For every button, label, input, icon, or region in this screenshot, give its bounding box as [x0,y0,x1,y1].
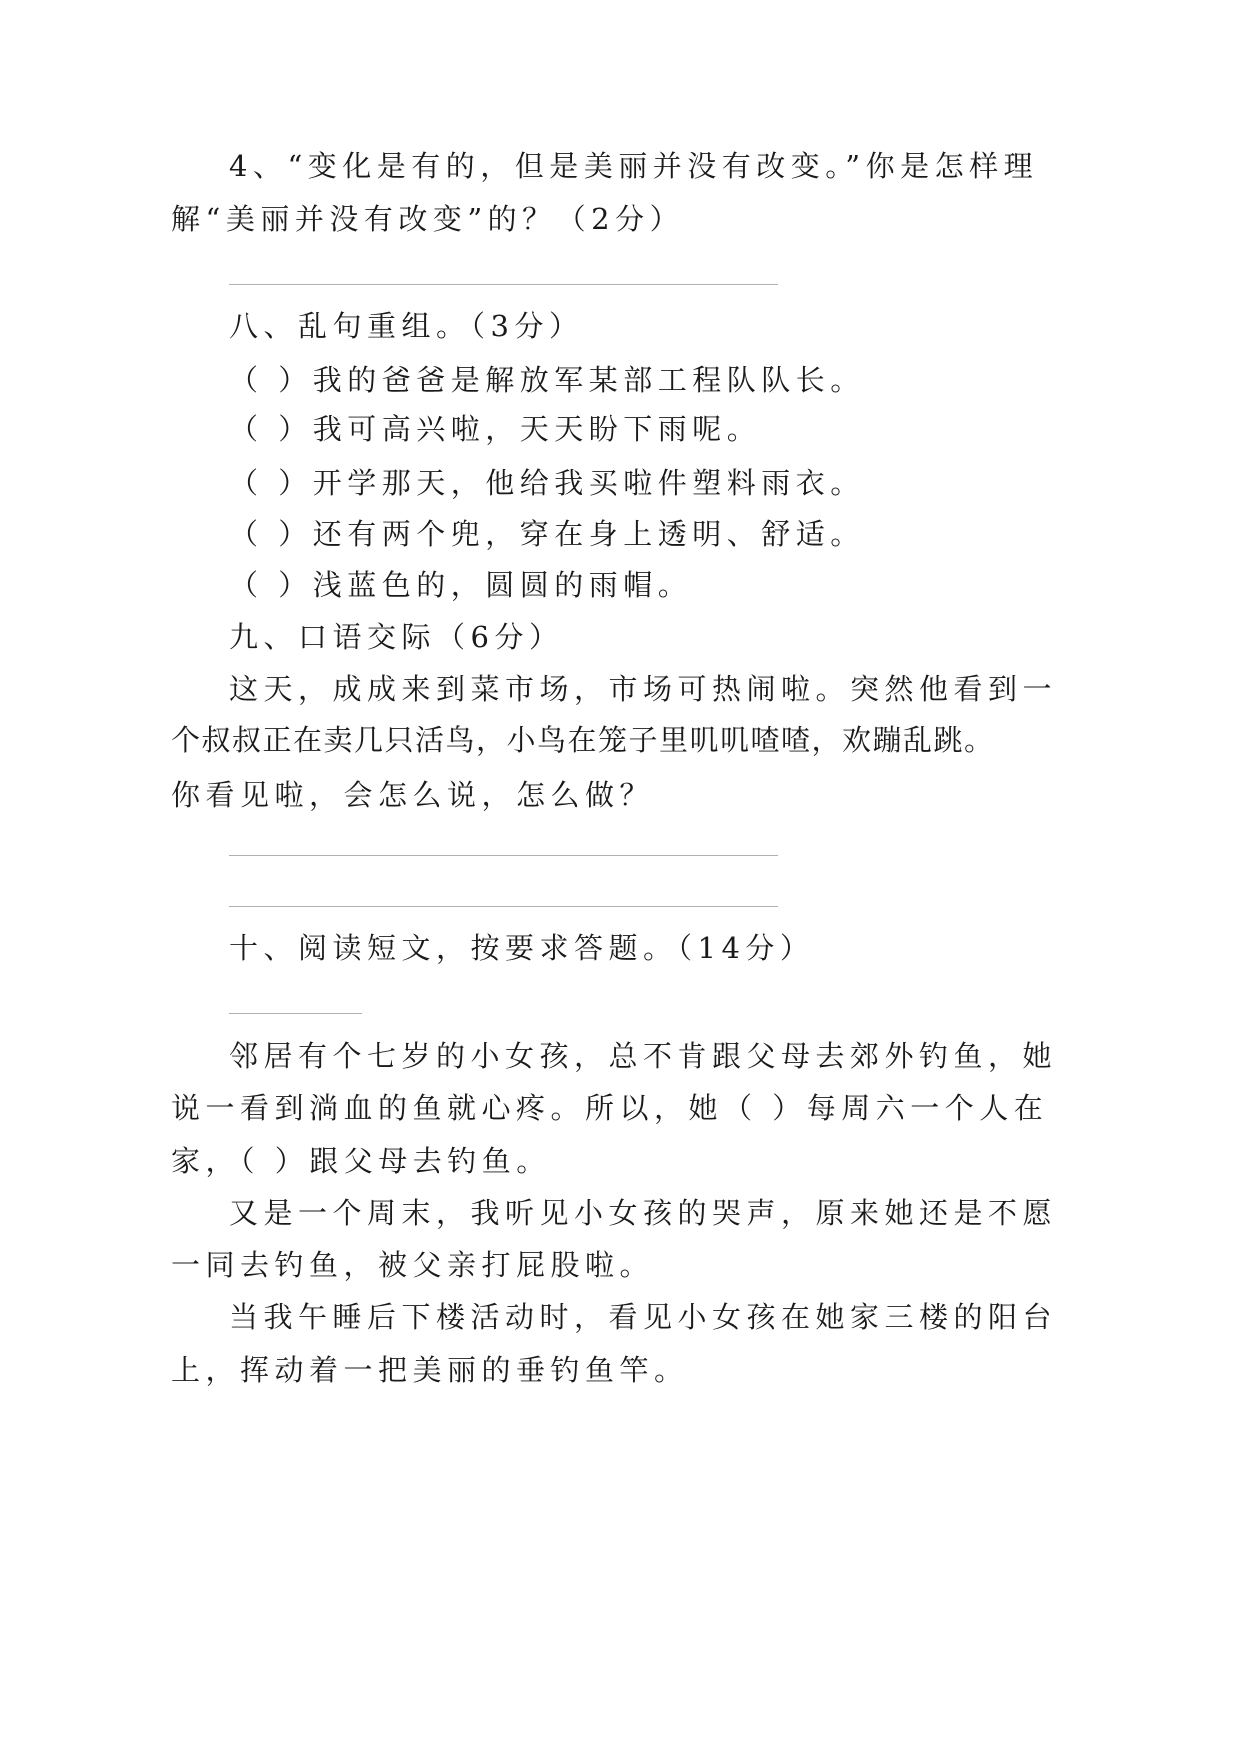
section-9-line-2: 个叔叔正在卖几只活鸟，小鸟在笼子里叽叽喳喳，欢蹦乱跳。 [171,723,995,757]
passage-p2-line-1: 又是一个周末，我听见小女孩的哭声，原来她还是不愿 [229,1196,1058,1230]
reorder-item: （ ）我可高兴啦，天天盼下雨呢。 [229,412,762,446]
passage-p1-line-3: 家，（ ）跟父母去钓鱼。 [171,1144,551,1178]
section-10-title: 十、阅读短文，按要求答题。（14分） [229,931,815,965]
passage-p2-line-2: 一同去钓鱼，被父亲打屁股啦。 [171,1248,655,1282]
answer-line[interactable] [229,284,778,285]
passage-p3-line-1: 当我午睡后下楼活动时，看见小女孩在她家三楼的阳台 [229,1300,1058,1334]
passage-p1-line-2: 说一看到淌血的鱼就心疼。所以，她（ ）每周六一个人在 [171,1091,1049,1125]
section-9-title: 九、口语交际（6分） [229,620,564,654]
title-underline [229,1013,362,1014]
reorder-item: （ ）开学那天，他给我买啦件塑料雨衣。 [229,466,865,500]
reorder-item: （ ）还有两个兜，穿在身上透明、舒适。 [229,517,865,551]
section-9-line-1: 这天，成成来到菜市场，市场可热闹啦。突然他看到一 [229,672,1058,706]
answer-line[interactable] [229,906,778,907]
reorder-item: （ ）浅蓝色的，圆圆的雨帽。 [229,568,693,602]
question-4-line-1: 4、“变化是有的，但是美丽并没有改变。”你是怎样理 [229,149,1039,183]
passage-p1-line-1: 邻居有个七岁的小女孩，总不肯跟父母去郊外钓鱼，她 [229,1039,1058,1073]
passage-p3-line-2: 上，挥动着一把美丽的垂钓鱼竿。 [171,1353,689,1387]
reorder-item: （ ）我的爸爸是解放军某部工程队队长。 [229,363,865,397]
question-4-line-2: 解“美丽并没有改变”的？（2分） [171,202,685,236]
answer-line[interactable] [229,855,778,856]
section-9-line-3: 你看见啦，会怎么说，怎么做？ [171,778,655,812]
section-8-title: 八、乱句重组。（3分） [229,309,584,343]
